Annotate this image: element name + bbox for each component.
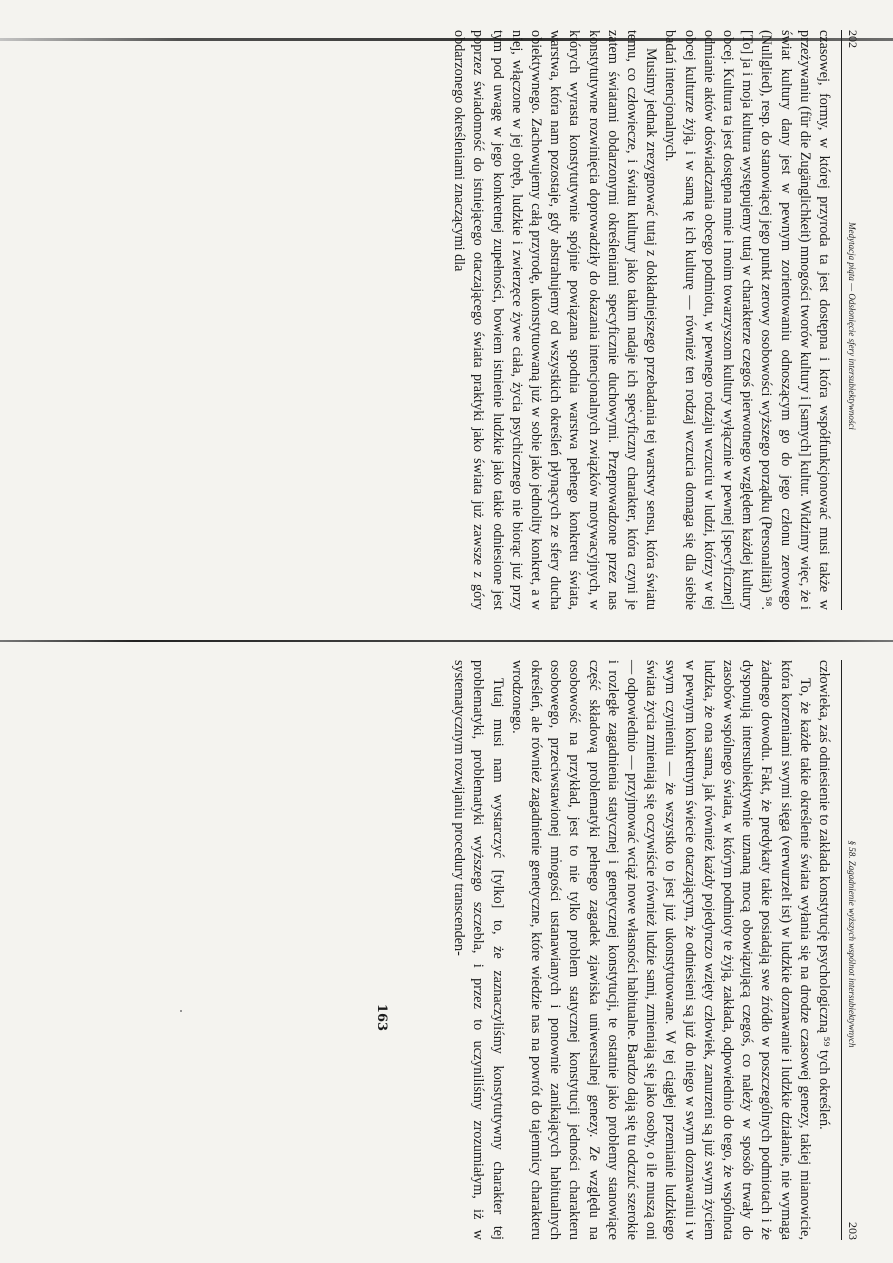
running-head: [841, 30, 860, 610]
left-page: [120, 30, 860, 610]
paragraph: człowieka, zaś odniesienie to zakłada konstytucję psychologiczną ⁵⁹ tych określeń.: [816, 660, 832, 1130]
paragraph: czasowej, formy, w której przyroda ta jest dostępna i która współfunkcjonować musi także w przeżywaniu (für die Zugänglichkeit) mnogości tworów kultury i [samych] kultur. Widzimy więc, że i świat kultury dany jest w pewnym zorientowaniu odnoszącym go do jego członu zerowego (Nullglied), resp. do stanowiącej jego punkt zerowy osobowości wyższego porządku (Personalität) ⁵⁸. [To] ja i moja kultura występujemy tutaj w charakterze czegoś pierwotnego względem każdej kultury obcej. Kultura ta jest dostępna mnie i moim towarzyszom kultury wyłącznie w pewnej [specyficznej] odmianie aktów doświadczania obcego podmiotu, w pewnego rodzaju wczuciu w ludzi, którzy w tej obcej kulturze żyją, i w samą tę ich kulturę — również ten rodzaj wczucia domaga się dla siebie badań intencjonalnych.: [662, 30, 832, 610]
page-fold: [0, 640, 893, 642]
running-title: § 58. Zagadnienie wyższych wspólnot intersubiektywnych: [847, 840, 857, 1048]
right-page: [120, 660, 860, 1240]
running-title: Medytacja piąta — Odsłonięcie sfery intersubiektywności: [847, 222, 857, 430]
paragraph: Musimy jednak zrezygnować tutaj z dokładniejszego przebadania tej warstwy sensu, która światu temu, co człowiecze, i światu kultury jako takim nadaje ich specyficzny charakter, która czyni je zatem światami obdarzonymi określeniami specyficznie duchowymi. Przeprowadzone przez nas konstytutywne rozwinięcia doprowadziły do okazania intencjonalnych związków motywacyjnych, w których wyrasta konstytutywnie spójnie powiązana spodnia warstwa pełnego konkretu świata, warstwa, która nam pozostaje, gdy abstrahujemy od wszystkich określeń płynących ze sfery ducha obiektywnego. Zachowujemy całą przyrodę, ukonstytuowaną już w sobie jako jednolity konkret, a w niej, włączone w jej obręb, ludzkie i zwierzęce żywe ciała, życia psychicznego nie biorąc już przy tym pod uwagę w jego konkretnej zupełności, bowiem istnienie ludzkie jako takie odniesione jest poprzez świadomość do istniejącego otaczającego świata praktyki jako świata już zawsze z góry obdarzonego określeniami znaczącymi dla: [451, 30, 660, 610]
paragraph: To, że każde takie określenie świata wyłania się na drodze czasowej genezy, takiej mianowicie, która korzeniami swymi sięga (verwurzelt ist) w ludzkie doznawanie i ludzkie działanie, nie wymaga żadnego dowodu. Fakt, że predykaty takie posiadają swe źródło w poszczególnych podmiotach i że dysponują intersubiektywnie uznaną mocą obowiązującą czegoś, co należy w sposób trwały do zasobów wspólnego świata, w którym podmioty te żyją, zakłada, odpowiednio do tego, że wspólnota ludzka, że ona sama, jak również każdy pojedynczo wzięty człowiek, zanurzeni są już swym życiem w pewnym konkretnym świecie otaczającym, że odniesieni są już do niego w swym doznawaniu i w swym czynieniu — że wszystko to jest już ukonstytuowane. W tej ciągłej przemianie ludzkiego świata życia zmieniają się oczywiście również ludzie sami, zmieniają się jako osoby, o ile muszą oni — odpowiednio — przyjmować wciąż nowe własności habitualne. Bardzo dają się tu odczuć szerokie i rozległe zagadnienia statycznej i genetycznej konstytucji, te ostatnie jako problemy stanowiące część składową problematyki pełnego zagadek zjawiska uniwersalnej genezy. Ze względu na osobowość na przykład, jest to nie tylko problem statycznej konstytucji jedności charakteru osobowego, przeciwstawionej mnogości ustanawianych i ponownie zanikających habitualnych określeń, ale również zagadnienie genetyczne, które wiedzie nas na powrót do tajemnicy charakteru wrodzonego.: [508, 660, 813, 1240]
page-number: 203: [846, 1222, 860, 1240]
archive-stamp: 163: [374, 1003, 390, 1032]
paragraph: Tutaj musi nam wystarczyć [tylko] to, że zaznaczyliśmy konstytutywny charakter tej problematyki, problematyki wyższego szczebla, i przez to uczyniliśmy zrozumiałym, iż w systematycznym rozwijaniu procedury transcenden-: [451, 660, 506, 1240]
running-head: [841, 660, 860, 1240]
body-text: [449, 30, 833, 610]
page-number: 202: [846, 30, 860, 48]
body-text: [449, 660, 833, 1240]
